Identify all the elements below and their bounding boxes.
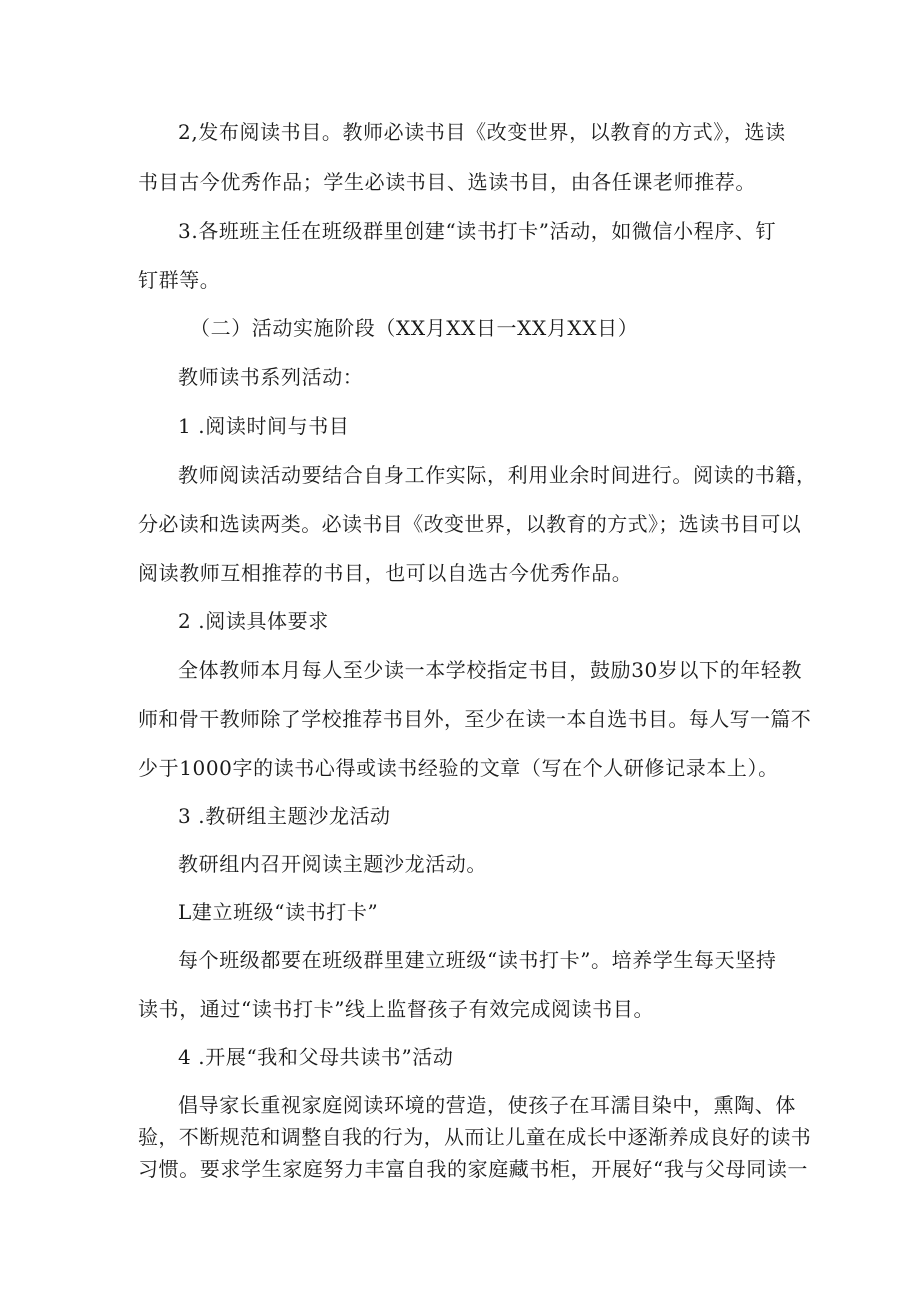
paragraph-line: 习惯。要求学生家庭努力丰富自我的家庭藏书柜，开展好“我与父母同读一 (138, 1157, 809, 1181)
paragraph-line: 师和骨干教师除了学校推荐书目外，至少在读一本自选书目。每人写一篇不 (138, 707, 812, 731)
paragraph-line: 验，不断规范和调整自我的行为，从而让儿童在成长中逐渐养成良好的读书 (138, 1125, 812, 1149)
paragraph-line: 分必读和选读两类。必读书目《改变世界，以教育的方式》；选读书目可以 (138, 512, 802, 536)
paragraph-line: 2,发布阅读书目。教师必读书目《改变世界，以教育的方式》，选读 (178, 120, 786, 144)
paragraph-line: 全体教师本月每人至少读一本学校指定书目，鼓励30岁以下的年轻教 (178, 658, 803, 682)
paragraph-line: 教研组内召开阅读主题沙龙活动。 (178, 852, 487, 876)
item-heading: L建立班级“读书打卡” (178, 900, 379, 924)
paragraph-line: 书目古今优秀作品；学生必读书目、选读书目，由各任课老师推荐。 (138, 170, 756, 194)
subsection-heading: 教师读书系列活动： (178, 365, 364, 389)
paragraph-line: 3.各班班主任在班级群里创建“读书打卡”活动，如微信小程序、钉 (178, 219, 777, 243)
item-heading: 1 .阅读时间与书目 (178, 414, 350, 438)
item-heading: 4 .开展“我和父母共读书”活动 (178, 1045, 454, 1069)
paragraph-line: 倡导家长重视家庭阅读环境的营造，使孩子在耳濡目染中，熏陶、体 (178, 1093, 796, 1117)
section-heading: （二）活动实施阶段（XX月XX日一XX月XX日） (190, 316, 639, 340)
item-heading: 2 .阅读具体要求 (178, 609, 329, 633)
paragraph-line: 钉群等。 (138, 268, 221, 292)
item-heading: 3 .教研组主题沙龙活动 (178, 804, 391, 828)
paragraph-line: 每个班级都要在班级群里建立班级“读书打卡”。培养学生每天坚持 (178, 948, 777, 972)
paragraph-line: 教师阅读活动要结合自身工作实际，利用业余时间进行。阅读的书籍， (178, 463, 817, 487)
paragraph-line: 少于1000字的读书心得或读书经验的文章（写在个人研修记录本上）。 (138, 756, 779, 780)
paragraph-line: 读书，通过“读书打卡”线上监督孩子有效完成阅读书目。 (138, 997, 655, 1021)
paragraph-line: 阅读教师互相推荐的书目，也可以自选古今优秀作品。 (138, 561, 633, 585)
